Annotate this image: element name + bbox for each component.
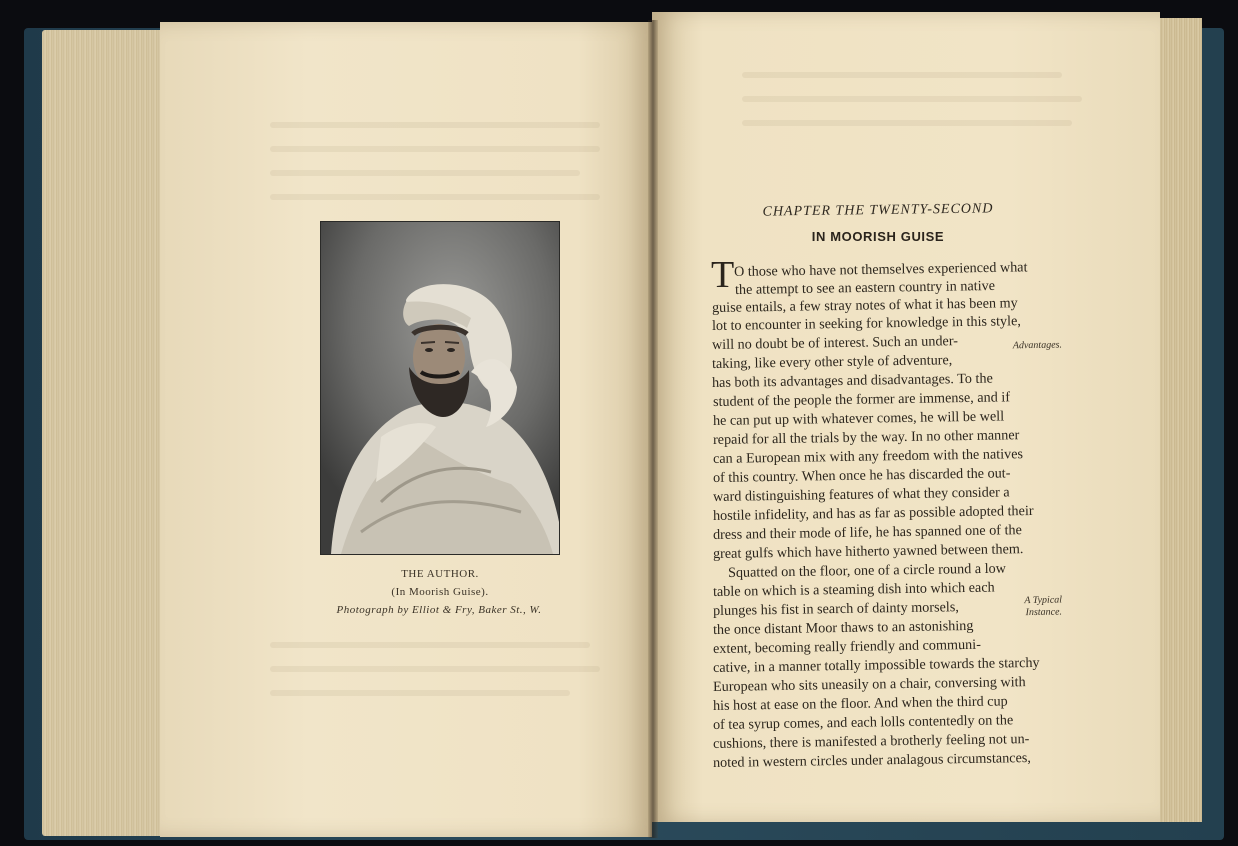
body-line: will no doubt be of interest. Such an under-: [711, 333, 959, 353]
drop-cap: T: [711, 254, 735, 296]
body-line: O those who have not themselves experienced what: [733, 259, 1028, 280]
caption-credit: Photograph by Elliot & Fry, Baker St., W.: [336, 604, 542, 616]
margin-note-advantages: Advantages.: [1012, 339, 1063, 352]
body-line: ward distinguishing features of what they consider a: [712, 484, 1010, 505]
body-line: repaid for all the trials by the way. In no other manner: [712, 427, 1020, 448]
body-line: cative, in a manner totally impossible towards the starchy: [712, 654, 1040, 676]
body-line: cushions, there is manifested a brotherly feeling not un-: [712, 731, 1030, 752]
body-line: lot to encounter in seeking for knowledge in this style,: [711, 313, 1022, 334]
body-line: guise entails, a few stray notes of what it has been my: [711, 295, 1018, 316]
caption-title: THE AUTHOR.: [401, 568, 479, 580]
body-line: noted in western circles under analagous circumstances,: [712, 750, 1032, 771]
body-line: great gulfs which have hitherto yawned between them.: [712, 541, 1024, 562]
body-line: Squatted on the floor, one of a circle round a low: [727, 560, 1007, 581]
margin-note-typical: A Typical: [1024, 594, 1063, 607]
chapter-title: CHAPTER THE TWENTY-SECOND: [762, 201, 994, 220]
section-heading: IN MOORISH GUISE: [811, 229, 945, 244]
body-line: of tea syrup comes, and each lolls contentedly on the: [712, 712, 1014, 733]
page-edges-left: [42, 30, 162, 836]
body-line: has both its advantages and disadvantages. To the: [711, 370, 993, 391]
body-line: can a European mix with any freedom with the natives: [712, 446, 1024, 467]
body-line: he can put up with whatever comes, he will be well: [712, 408, 1005, 429]
body-line: dress and their mode of life, he has spanned one of the: [712, 522, 1022, 543]
body-line: student of the people the former are immense, and if: [712, 389, 1011, 410]
body-line: the attempt to see an eastern country in native: [734, 277, 996, 298]
body-line: of this country. When once he has discarded the out-: [712, 465, 1011, 486]
book-gutter: [648, 20, 658, 838]
margin-note-instance: Instance.: [1025, 606, 1063, 619]
body-line: European who sits uneasily on a chair, conversing with: [712, 674, 1026, 695]
caption-subtitle: (In Moorish Guise).: [391, 586, 489, 598]
author-portrait-photo: [320, 221, 560, 555]
body-line: taking, like every other style of adventure,: [711, 352, 953, 372]
body-line: table on which is a steaming dish into which each: [712, 579, 995, 600]
body-line: hostile infidelity, and has as far as possible adopted their: [712, 502, 1034, 524]
body-line: plunges his fist in search of dainty morsels,: [712, 599, 959, 619]
body-line: extent, becoming really friendly and communi-: [712, 636, 981, 657]
body-line: his host at ease on the floor. And when the third cup: [712, 693, 1008, 714]
body-line: the once distant Moor thaws to an astonishing: [712, 617, 974, 638]
